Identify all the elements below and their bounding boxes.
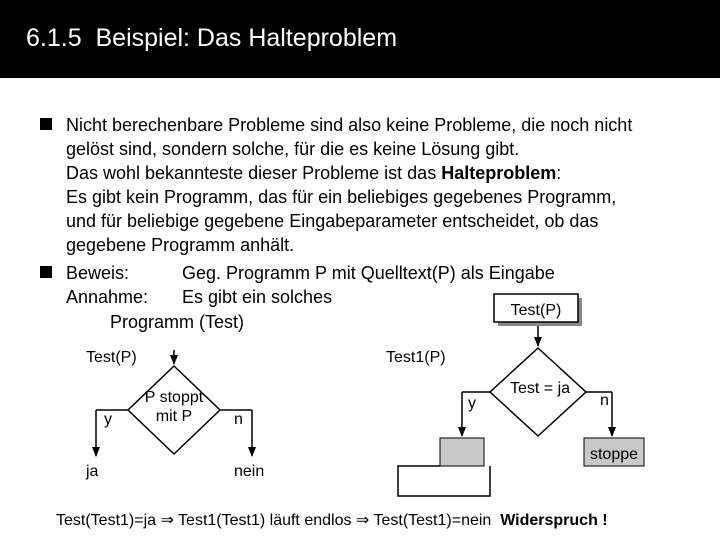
halteproblem-term: Halteproblem <box>441 163 557 183</box>
left-ja-label: ja <box>86 463 99 480</box>
right-yes-label: y <box>468 395 476 412</box>
conclusion-line <box>56 513 608 529</box>
bullet1-line-2: gelöst sind, sondern solche, für die es keine Lösung gibt. <box>66 139 520 159</box>
bullet1-line-3-text: Das wohl bekannteste dieser Probleme ist das <box>66 163 442 183</box>
beweis-label: Beweis: <box>66 263 130 283</box>
bullet1-line-6: gegebene Programm anhält. <box>66 235 295 255</box>
widerspruch-term: Widerspruch ! <box>500 512 608 529</box>
left-nein-label: nein <box>234 463 265 480</box>
right-decision-label: Test = ja <box>509 380 571 397</box>
right-no-label: n <box>600 392 609 409</box>
bullet1-line-5: und für beliebige gegebene Eingabeparameter entscheidet, ob das <box>66 211 599 231</box>
left-yes-label: y <box>104 411 112 428</box>
test-box-label: Test(P) <box>510 302 562 319</box>
loop-box <box>440 438 484 466</box>
annahme-text-2: Programm (Test) <box>110 312 245 332</box>
bullet1-colon: : <box>556 163 562 183</box>
endless-loop-path <box>398 466 490 496</box>
left-decision-line-2: mit P <box>155 408 193 425</box>
beweis-geg: Geg. Programm P mit Quelltext(P) als Eingabe <box>182 263 555 283</box>
right-flow-label: Test1(P) <box>386 349 446 366</box>
slide-title: 6.1.5 Beispiel: Das Halteproblem <box>26 24 398 52</box>
conclusion-text: Test(Test1)=ja ⇒ Test1(Test1) läuft endlos ⇒ Test(Test1)=nein <box>56 512 501 529</box>
annahme-text: Es gibt ein solches <box>182 287 333 307</box>
bullet1-line-1: Nicht berechenbare Probleme sind also keine Probleme, die noch nicht <box>66 115 633 135</box>
stoppe-label: stoppe <box>589 446 639 463</box>
bullet1-line-4: Es gibt kein Programm, das für ein beliebiges gegebenes Programm, <box>66 187 617 207</box>
left-no-label: n <box>234 411 243 428</box>
left-flow-label: Test(P) <box>86 349 137 366</box>
left-decision-line-1: P stoppt <box>144 389 204 406</box>
annahme-label: Annahme: <box>66 287 149 307</box>
